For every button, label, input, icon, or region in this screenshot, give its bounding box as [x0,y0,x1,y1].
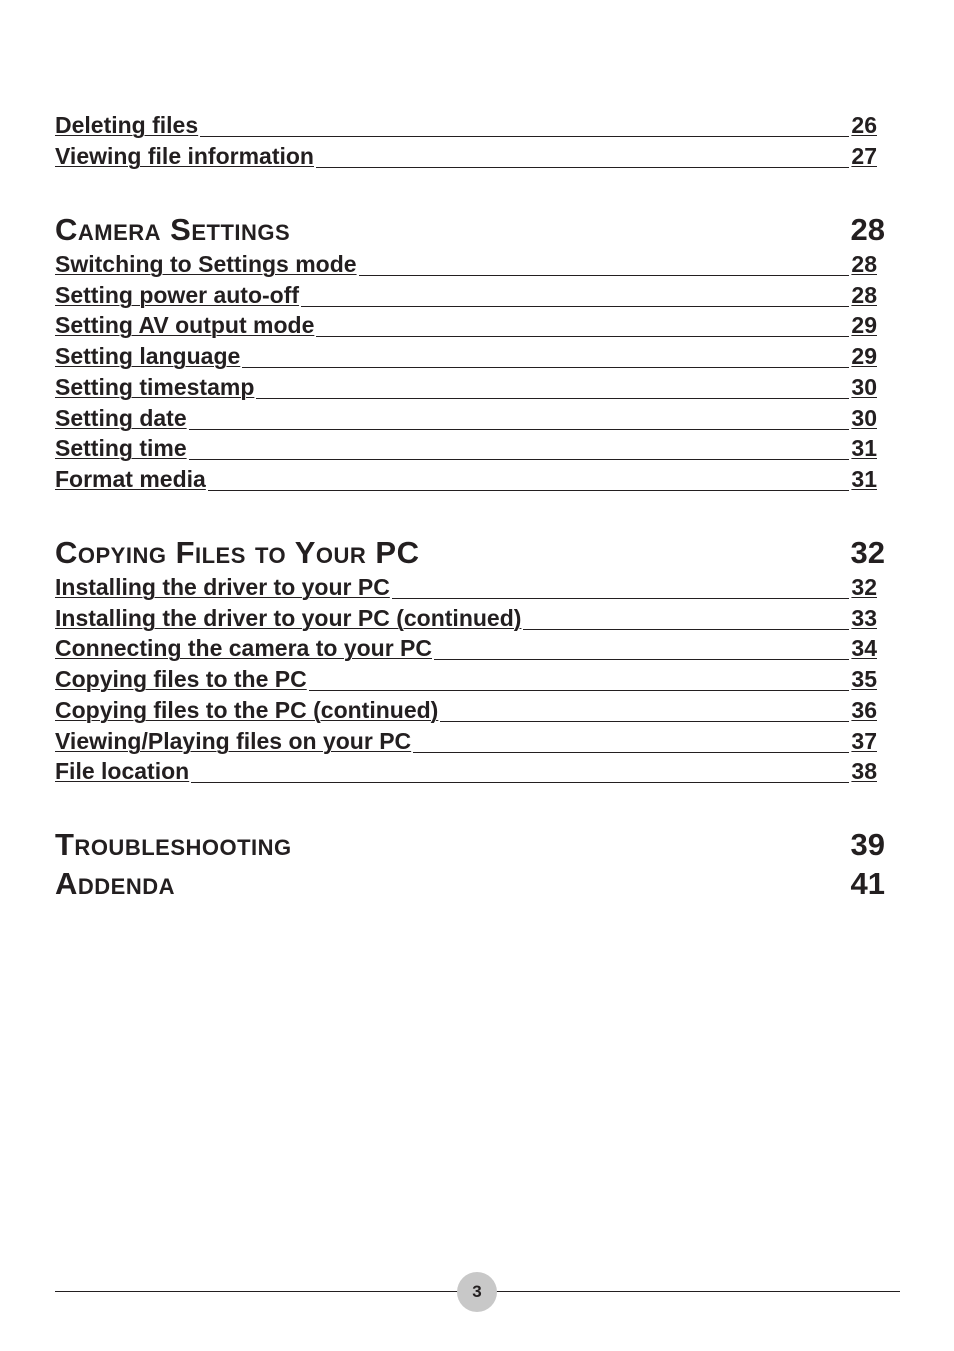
toc-entry-format-media[interactable] [55,465,877,493]
toc-section-troubleshooting[interactable] [55,827,885,863]
toc-entry-page: 36 [851,697,877,723]
toc-entry-page: 33 [851,605,877,631]
section-title: Addenda [55,866,175,901]
toc-entry-title: Setting timestamp [55,374,255,400]
toc-entry-setting-av-output-mode[interactable] [55,311,877,339]
toc-entry-title: Connecting the camera to your PC [55,635,433,661]
toc-entry-title: Setting AV output mode [55,312,315,338]
toc-entry-page: 27 [851,143,877,169]
section-page: 41 [850,866,885,901]
toc-entry-copying-files-to-pc-continued[interactable] [55,696,877,724]
toc-entry-title: Installing the driver to your PC [55,574,390,600]
toc-entry-setting-time[interactable] [55,434,877,462]
toc-entry-page: 28 [851,251,877,277]
toc-section-copying-files[interactable] [55,535,885,571]
section-page: 39 [850,827,885,862]
toc-entry-title: Setting date [55,405,187,431]
section-title: Copying Files to Your PC [55,535,420,570]
toc-entry-title: Setting time [55,435,187,461]
toc-entry-page: 32 [851,574,877,600]
toc-entry-page: 31 [851,466,877,492]
toc-entry-file-location[interactable] [55,757,877,785]
toc-entry-title: File location [55,758,190,784]
toc-entry-title: Viewing/Playing files on your PC [55,728,412,754]
toc-entry-page: 30 [851,374,877,400]
toc-entry-switching-to-settings-mode[interactable] [55,250,877,278]
toc-entry-installing-driver-continued[interactable] [55,604,877,632]
toc-entry-viewing-playing-files[interactable] [55,727,877,755]
page-number-badge: 3 [457,1272,497,1312]
toc-entry-page: 30 [851,405,877,431]
section-title: Camera Settings [55,212,291,247]
toc-entry-title: Switching to Settings mode [55,251,357,277]
toc-entry-title: Viewing file information [55,143,314,169]
toc-entry-page: 28 [851,282,877,308]
toc-entry-page: 37 [851,728,877,754]
section-page: 32 [850,535,885,570]
section-page: 28 [850,212,885,247]
toc-entry-page: 35 [851,666,877,692]
toc-section-addenda[interactable] [55,866,885,902]
toc-entry-setting-language[interactable] [55,342,877,370]
toc-entry-installing-driver[interactable] [55,573,877,601]
toc-section-camera-settings[interactable] [55,212,885,248]
toc-entry-page: 29 [851,343,877,369]
toc-entry-setting-timestamp[interactable] [55,373,877,401]
toc-entry-page: 31 [851,435,877,461]
toc-entry-viewing-file-information[interactable] [55,142,877,170]
section-title: Troubleshooting [55,827,292,862]
toc-entry-title: Format media [55,466,206,492]
toc-entry-title: Copying files to the PC (continued) [55,697,439,723]
toc-entry-setting-date[interactable] [55,404,877,432]
toc-entry-page: 34 [851,635,877,661]
toc-entry-title: Setting language [55,343,241,369]
toc-entry-copying-files-to-pc[interactable] [55,665,877,693]
toc-entry-title: Copying files to the PC [55,666,307,692]
toc-entry-page: 29 [851,312,877,338]
toc-entry-page: 26 [851,112,877,138]
toc-entry-connecting-camera[interactable] [55,634,877,662]
toc-entry-title: Installing the driver to your PC (continued) [55,605,522,631]
toc-entry-title: Setting power auto-off [55,282,300,308]
toc-entry-deleting-files[interactable] [55,111,877,139]
toc-entry-page: 38 [851,758,877,784]
toc-entry-setting-power-auto-off[interactable] [55,281,877,309]
toc-entry-title: Deleting files [55,112,199,138]
